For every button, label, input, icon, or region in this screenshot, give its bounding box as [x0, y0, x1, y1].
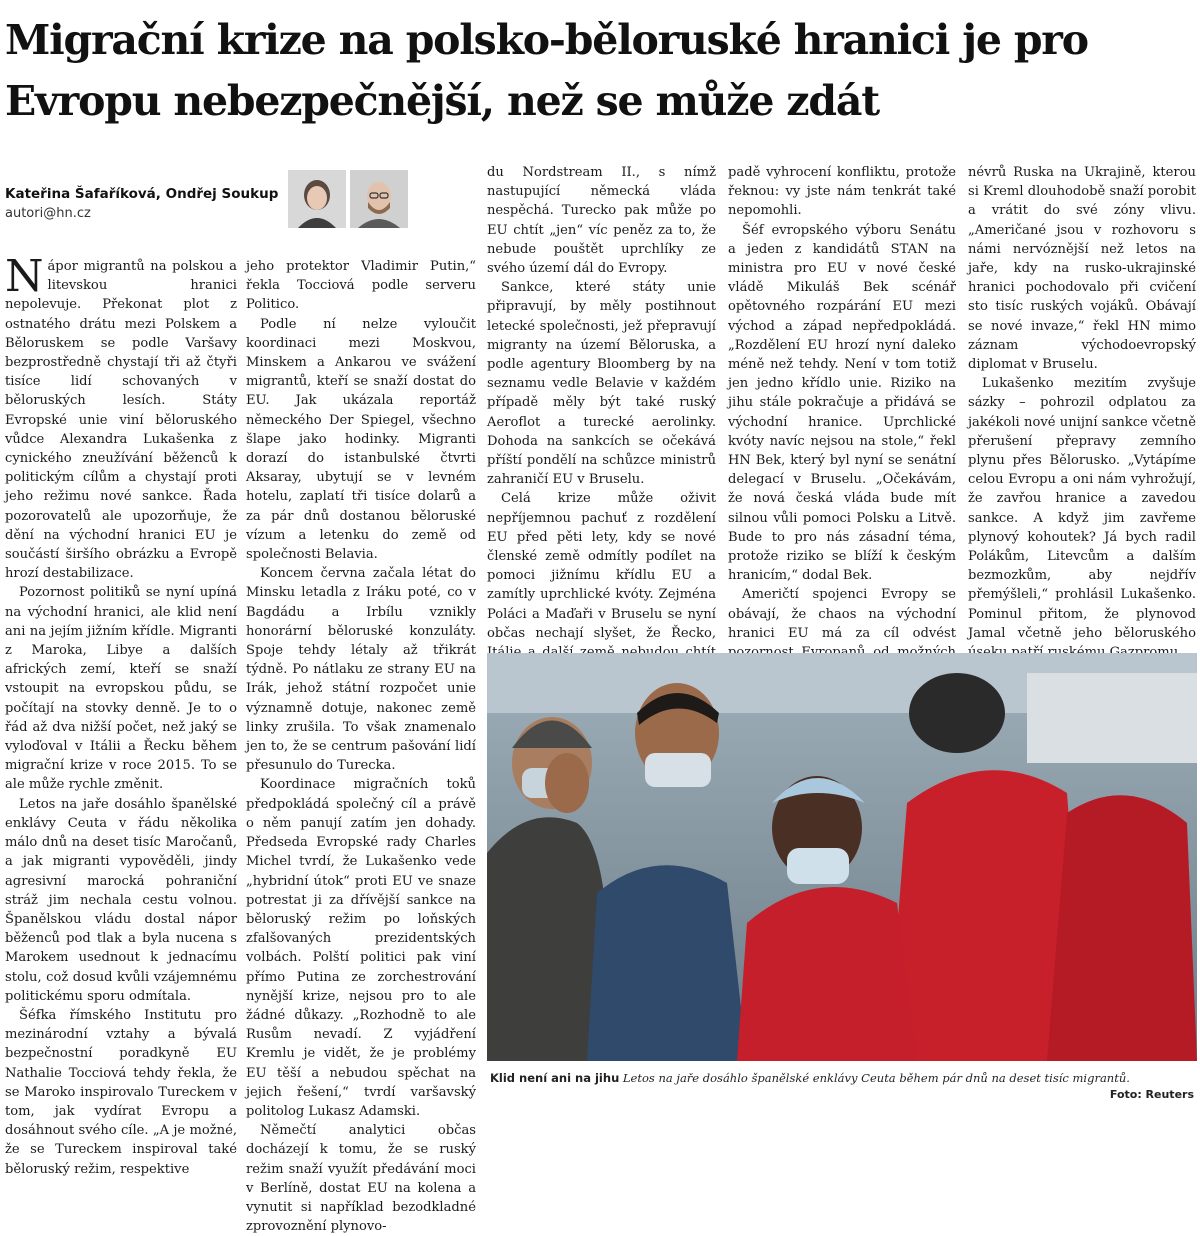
paragraph: névrů Ruska na Ukrajině, kterou si Kreml dlouhodobě snaží porobit a vrátit do své zóny vlivu. „Američané jsou v rozhovoru s námi nervóznější než letos na jaře, kdy na rusko-ukrajinské hranici pochodovalo při cvičení sto tisíc ruských vojáků. Obávají se nové invaze,“ řekl HN mimo záznam východoevropský diplomat v Bruselu.: [968, 165, 1196, 373]
paragraph: padě vyhrocení konfliktu, protože řeknou: vy jste nám tenkrát také nepomohli.: [728, 165, 956, 219]
news-photo: [487, 653, 1197, 1061]
paragraph: jeho protektor Vladimir Putin,“ řekla Toccіová podle serveru Politico.: [246, 259, 476, 313]
paragraph: Pozornost politiků se nyní upíná na východní hranici, ale klid není ani na jejím jižním křídle. Migranti z Maroka, Libye a dalších afrických zemí, kteří se snaží vstoupit na evropskou půdu, se počítají na stovky denně. Je to o řád až dva nižší počet, než jaký se vyloďoval v Itálii a Řecku během migrační krize v roce 2015. To se ale může rychle změnit.: [5, 585, 237, 793]
author-photo-soukup: [350, 170, 408, 228]
photo-caption: [490, 1070, 1195, 1086]
author-photo-safarikova: [288, 170, 346, 228]
paragraph: du Nordstream II., s nímž nastupující německá vláda nespěchá. Turecko pak může po EU chtít „jen“ víc peněz za to, že nebude pouštět uprchlíky ze svého území dál do Evropy.: [487, 165, 716, 277]
article-column-4: [728, 163, 956, 645]
author-email: autori@hn.cz: [5, 206, 91, 221]
paragraph: Šéf evropského výboru Senátu a jeden z kandidátů STAN na ministra pro EU v nové české vládě Mikuláš Bek scénář opětovného rozpárání EU mezi východ a západ nepředpokládá. „Rozdělení EU hrozí nyní daleko méně než tehdy. Není v tom totiž jen jedno křídlo unie. Riziko na jihu stále pokračuje a přidává se východní hranice. Uprchlické kvóty navíc nejsou na stole,“ řekl HN Bek, který byl nyní se senátní delegací v Bruselu. „Očekávám, že nová česká vláda bude mít silnou vůli pomoci Polsku a Litvě. Bude to pro nás zásadní téma, protože riziko se blíží k českým hranicím,“ dodal Bek.: [728, 222, 956, 584]
article-column-3: [487, 163, 716, 645]
paragraph: Lukašenko mezitím zvyšuje sázky – pohrozil odplatou za jakékoli nové unijní sankce včetně přerušení přepravy zemního plynu přes Bělorusko. „Vytápíme celou Evropu a oni nám vyhrožují, že zavřou hranice a zavedou sankce. A když jim zavřeme plynový kohoutek? Já bych radil Polákům, Litevcům a dalším bezmozkům, aby nejdřív přemýšleli,“ prohlásil Lukašenko. Pominul přitom, že plynovod Jamal včetně jeho běloruského: [968, 376, 1196, 641]
paragraph: Koordinace migračních toků předpokládá společný cíl a právě o něm panují zatím jen dohady. Předseda Evropské rady Charles Michel tvrdí, že Lukašenko vede „hybridní útok“ proti EU ve snaze potrestat ji za dřívější sankce na běloruský režim po loňských zfalšovaných prezidentských volbách. Polští politici pak viní přímo Putina ze zorchestrování nynější krize, nejsou pro to ale žádné důkazy. „Rozhodně to ale Rusům nevadí. Z vyjádření Kremlu je vidět, že je problémy EU těší a nebudou spěchat na jejich řešení,“ tvrdí varšavský politolog Lukasz Adamski.: [246, 777, 476, 1119]
article-column-5: [968, 163, 1196, 645]
article-column-2: [246, 257, 476, 1235]
paragraph: Američtí spojenci Evropy se obávají, že chaos na východní hranici EU má za cíl odvést: [728, 587, 956, 641]
author-byline: Kateřina Šafaříková, Ondřej Soukup: [5, 186, 279, 202]
article-headline: Migrační krize na polsko-běloruské hranici je pro Evropu nebezpečnější, než se může zdát: [5, 16, 1088, 125]
paragraph: Koncem června začala létat do Minsku letadla z Iráku poté, co v Bagdádu a Irbílu vznikly honorární běloruské konzuláty. Spoje tehdy létaly až třikrát týdně. Po nátlaku ze strany EU na Irák, jehož státní rozpočet unie významně dotuje, nakonec země linky zrušila. To však znamenalo jen to, že se centrum pašování lidí přesunulo do Turecka.: [246, 566, 476, 774]
paragraph: Letos na jaře dosáhlo španělské enklávy Ceuta v řádu několika málo dnů na deset tisíc Maročanů, a jak migranti vypověděli, jindy agresivní marocká pohraniční stráž jim nechala cestu volnou. Španělskou vládu dostal nápor běženců pod tlak a byla nucena s Marokem usednout k jednacímu stolu, což dosud kvůli vzájemnému politickému sporu odmítala.: [5, 796, 237, 1004]
photo-credit: Foto: Reuters: [1109, 1088, 1194, 1101]
paragraph: Podle ní nelze vyloučit koordinaci mezi Moskvou, Minskem a Ankarou ve svážení migrantů, kteří se snaží dostat do EU. Jak ukázala reportáž německého Der Spiegel, všechno šlape jako hodinky. Migranti dorazí do istanbulské čtvrti Aksaray, ubytují se v levném hotelu, zaplatí tři tisíce dolarů a za pár dnů dostanou běloruské vízum a letenku do země od společnosti Belavia.: [246, 316, 476, 563]
paragraph: Šéfka římského Institutu pro mezinárodní vztahy a bývalá bezpečnostní poradkyně EU Nathalie Toccіová tehdy řekla, že se Maroko inspirovalo Tureckem v tom, jak vydírat Evropu a dosáhnout svého cíle. „A je možné, že se Tureckem inspiroval také běloruský režim, respektive: [5, 1007, 237, 1177]
paragraph: Celá krize může oživit nepříjemnou pachuť z rozdělení EU před pěti lety, kdy se nové členské země odmítly podílet na pomoci jižnímu křídlu EU a zamítly uprchlické kvóty. Zejména Poláci a Maďaři v Bruselu se nyní občas nechají slyšet, že Řecko,: [487, 491, 716, 641]
caption-text: Letos na jaře dosáhlo španělské enklávy Ceuta během pár dnů na deset tisíc migrantů.: [622, 1071, 1130, 1085]
caption-title: Klid není ani na jihu: [490, 1071, 620, 1085]
paragraph: Sankce, které státy unie připravují, by měly postihnout letecké společnosti, jež přepravují migranty na území Běloruska, a podle agentury Bloomberg by na seznamu vedle Belavie v každém případě měly být také ruský Aeroflot a turecké aerolinky. Dohoda na sankcích se očekává příští pondělí na schůzce ministrů zahraničí EU v Bruselu.: [487, 280, 716, 488]
article-column-1: [5, 251, 237, 1177]
paragraph: Nápor migrantů na polskou a litevskou hranici nepolevuje. Překonat plot z ostnatého drátu mezi Polskem a Běloruskem se podle Varšavy bezprostředně chystají tři až čtyři tisíce lidí schovaných v běloruských lesích. Státy Evropské unie viní běloruského vůdce Alexandra Lukašenka z cynického zneužívání běženců k politickým cílům a chystají proti jeho režimu nové sankce. Řada pozorovatelů ale upozorňuje, že dění na východní hranici EU je součástí širšího obrázku a Evropě hrozí destabilizace.: [5, 251, 237, 582]
paragraph: Němečtí analytici občas docházejí k tomu, že se ruský režim snaží využít předávání moci v Berlíně, dostat EU na kolena a vynutit si například bezodkladné zprovoznění plynovo-: [246, 1123, 476, 1235]
dropcap: N: [5, 251, 44, 302]
